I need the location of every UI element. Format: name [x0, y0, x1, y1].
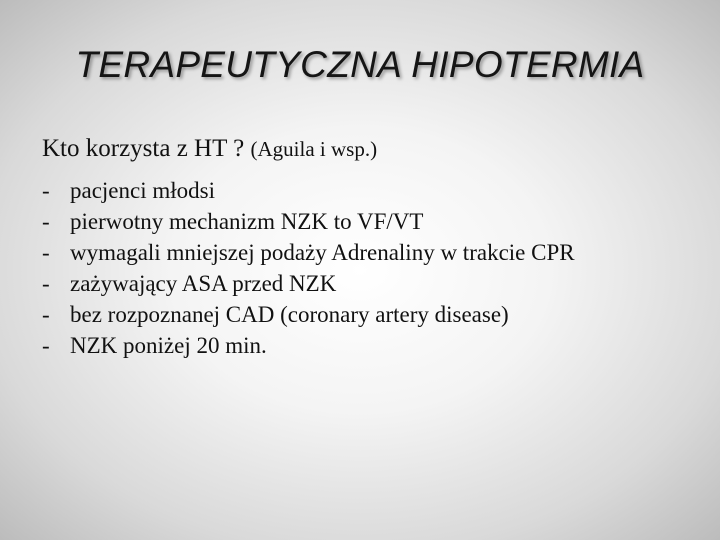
list-item — [42, 331, 682, 361]
bullet-text: pierwotny mechanizm NZK to VF/VT — [70, 209, 424, 234]
list-item — [42, 238, 682, 268]
slide-subtitle — [42, 135, 377, 163]
bullet-dash: - — [42, 178, 50, 203]
subtitle-question: Kto korzysta z HT ? — [42, 135, 251, 162]
bullet-list — [42, 176, 682, 362]
bullet-dash: - — [42, 240, 50, 265]
slide-title: TERAPEUTYCZNA HIPOTERMIA — [75, 44, 645, 85]
list-item — [42, 300, 682, 330]
list-item — [42, 269, 682, 299]
list-item — [42, 207, 682, 237]
bullet-text: zażywający ASA przed NZK — [70, 271, 337, 296]
bullet-text: wymagali mniejszej podaży Adrenaliny w trakcie CPR — [70, 240, 575, 265]
bullet-dash: - — [42, 209, 50, 234]
bullet-text: bez rozpoznanej CAD (coronary artery disease) — [70, 302, 509, 327]
bullet-text: NZK poniżej 20 min. — [70, 333, 267, 358]
subtitle-citation: (Aguila i wsp.) — [250, 137, 378, 161]
list-item — [42, 176, 682, 206]
bullet-text: pacjenci młodsi — [70, 178, 215, 203]
bullet-dash: - — [42, 271, 50, 296]
bullet-dash: - — [42, 333, 50, 358]
bullet-dash: - — [42, 302, 50, 327]
